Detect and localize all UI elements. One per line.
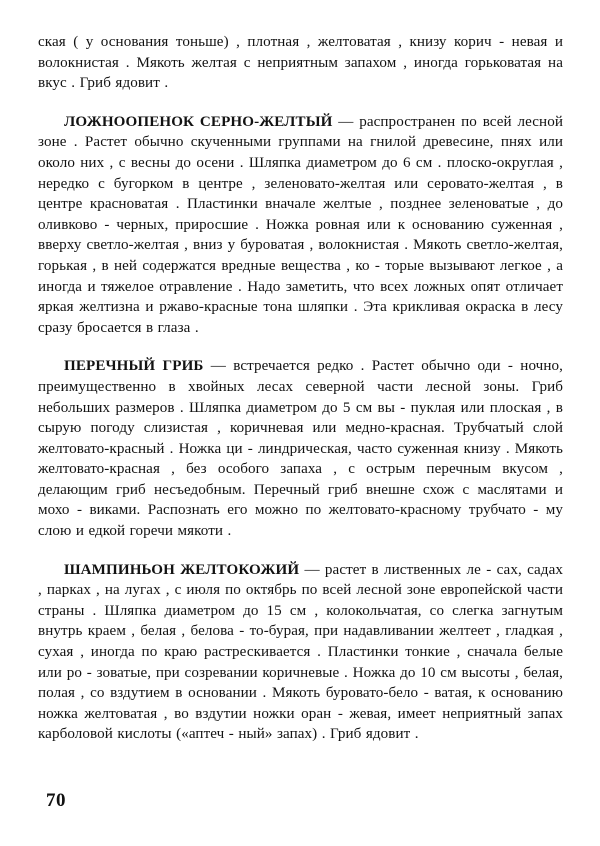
page-number: 70 bbox=[46, 790, 66, 811]
species-entry-peppery-bolete bbox=[38, 356, 563, 541]
species-entry-yellow-staining-mushroom bbox=[38, 560, 563, 745]
species-name-heading: ШАМПИНЬОН ЖЕЛТОКОЖИЙ bbox=[64, 561, 300, 578]
continuation-paragraph: ская ( у основания тоньше) , плотная , желтоватая , книзу корич - невая и волокнистая . Мякоть желтая с неприятным запахом , иногда горьковатая на вкус . Гриб ядовит . bbox=[38, 34, 563, 92]
species-dash: — bbox=[332, 113, 360, 130]
species-name-heading: ЛОЖНООПЕНОК СЕРНО-ЖЕЛТЫЙ bbox=[64, 113, 333, 130]
species-description: распространен по всей лесной зоне . Растет обычно скученными группами на гнилой древесине, пнях или около них , с весны до осени . Шляпка диаметром до 6 см . плоско-округлая , нередко с бугорком в центре , зеленовато-желтая или серовато-желтая , в центре красноватая . Пластинки вначале желтые , позднее зеленоватые , до оливково - черных, приросшие . Ножка ровная или к основанию суженная , вверху светло-желтая , вниз у буроватая , волокнистая . Мякоть светло-желтая, горькая , в ней содержатся вредные вещества , ко - торые вызывают легкое , а иногда и тяжелое отравление . Надо заметить, что всех ложных опят отличает яркая желтизна и ржаво-красные тона шляпки . Эта крикливая окраска в лесу сразу бросается в глаза . bbox=[38, 113, 563, 336]
species-description: растет в лиственных ле - сах, садах , парках , на лугах , с июля по октябрь по всей лесной зоне европейской части страны . Шляпка диаметром до 15 см , колокольчатая, со слегка загнутым внутрь краем , белая , белова - то-бурая, при надавливании желтеет , гладкая , сухая , иногда по краю растрескивается . Пластинки тонкие , сначала белые или ро - зоватые, при созревании коричневые . Ножка до 10 см высоты , белая, полая , со вздутием в основании . Мякоть буровато-бело - ватая, к основанию ножка желтоватая , во вздутии ножки оран - жевая, имеет неприятный запах карболовой кислоты («аптеч - ный» запах) . Гриб ядовит . bbox=[38, 561, 563, 743]
species-entry-false-honey-fungus bbox=[38, 112, 563, 339]
species-name-heading: ПЕРЕЧНЫЙ ГРИБ bbox=[64, 358, 204, 375]
species-dash: — bbox=[299, 561, 325, 578]
text-column bbox=[38, 32, 563, 745]
species-dash: — bbox=[203, 358, 234, 375]
species-description: встречается редко . Растет обычно оди - ночно, преимущественно в хвойных лесах северной части лесной зоны. Гриб небольших размеров . Шляпка диаметром до 5 см вы - пуклая или плоская , в сырую погоду слизистая , коричневая или медно-красная. Трубчатый слой желтовато-красный . Ножка ци - линдрическая, часто суженная книзу . Мякоть желтовато-красная , без особого запаха , с острым перечным вкусом , делающим гриб несъедобным. Перечный гриб внешне схож с маслятами и мохо - виками. Распознать его можно по желтовато-красному трубчато - му слою и едкой горечи мякоти . bbox=[38, 358, 563, 540]
